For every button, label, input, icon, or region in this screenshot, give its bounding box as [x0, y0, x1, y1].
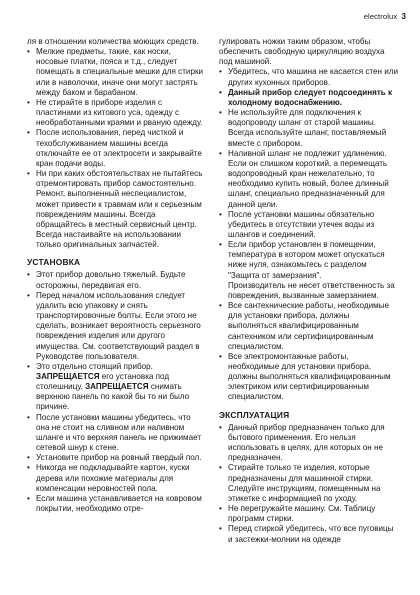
list-item: • Не стирайте в приборе изделия с пластинами из китового уса, одежду с необработанными краями и рваную одежду. — [27, 98, 205, 128]
right-list-a — [219, 37, 399, 403]
list-item: • Стирайте только те изделия, которые предназначены для машинной стирки. Следуйте инструкциям, помещенным на этикетке с информацией по уходу. — [219, 463, 399, 504]
left-column — [27, 37, 205, 514]
page-header — [364, 12, 406, 21]
list-item: • Данный прибор предназначен только для бытового применения. Его нельзя использовать в целях, для которых он не предназначен. — [219, 423, 399, 464]
list-item: ля в отношении количества моющих средств. — [27, 37, 199, 46]
list-item: • Убедитесь, что машина не касается стен или других кухонных приборов. — [219, 67, 399, 87]
list-item: Производитель не несет ответственность за повреждения, вызванные замерзанием. — [228, 280, 395, 300]
list-item: • Перед стиркой убедитесь, что все пуговицы и застежки-молнии на одежде — [219, 524, 399, 544]
list-item: • Если машина устанавливается на ковровом покрытии, необходимо отре- — [27, 494, 205, 514]
list-item: • Ни при каких обстоятельствах не пытайтесь отремонтировать прибор самостоятельно. Ремонт, выполненный неспециалистом, может привести к травмам или к серьезным повреждениям машины. Всегда обращайтесь в местный сервисный центр. Всегда настаивайте на использовании только оригинальных запчастей. — [27, 169, 205, 250]
left-list-b1 — [27, 270, 205, 361]
list-item: • Все сантехнические работы, необходимые для установки прибора, должны выполняться квалифицированным сантехником или сертифицированным специалистом. — [219, 301, 399, 352]
page-number: 3 — [401, 12, 406, 21]
list-item-standalone: • Это отдельно стоящий прибор. ЗАПРЕЩАЕТСЯ его установка под столешницу, ЗАПРЕЩАЕТСЯ снимать верхнюю панель по какой бы то ни было причине. — [27, 362, 205, 413]
list-item: • После установки машины обязательно убедитесь в отсутствии утечек воды из шлангов и соединений. — [219, 210, 399, 240]
list-item: гулировать ножки таким образом, чтобы обеспечить свободную циркуляцию воздуха под машиной. — [219, 37, 385, 67]
list-item: • Наливной шланг не подлежит удлинению. Если он слишком короткий, а перемещать водопроводный кран нежелательно, то необходимо купить новый, более длинный шланг, специально предназначенный для данной цели. — [219, 149, 399, 210]
left-list-standalone — [27, 362, 205, 413]
right-column — [219, 37, 399, 545]
list-item: • Если прибор установлен в помещении, температура в котором может опускаться ниже нуля, ознакомьтесь с разделом "Защита от замерзания". — [219, 240, 399, 281]
list-item: • Все электромонтажные работы, необходимые для установки прибора, должны выполняться квалифицированным электриком или сертифицированным специалистом. — [219, 352, 399, 403]
list-item: • Установите прибор на ровный твердый пол. — [27, 453, 205, 463]
list-item: • Не используйте для подключения к водопроводу шланг от старой машины. Всегда используйте шланг, поставляемый вместе с прибором. — [219, 108, 399, 149]
section-title-use: ЭКСПЛУАТАЦИЯ — [219, 409, 290, 420]
list-item: • Перед началом использования следует удалить всю упаковку и снять транспортировочные болты. Если этого не сделать, возникает вероятность серьезного повреждения изделия или другого имущества. См. соответствующий раздел в Руководстве пользователя. — [27, 291, 205, 362]
list-item: • После использования, перед чисткой и техобслуживанием машины всегда отключайте ее от электросети и закрывайте кран подачи воды. — [27, 128, 205, 169]
list-item: • После установки машины убедитесь, что она не стоит на сливном или наливном шланге и что верхняя панель не прижимает сетевой шнур к стене. — [27, 413, 205, 454]
section-title-install: УСТАНОВКА — [27, 257, 81, 268]
left-list-b2 — [27, 413, 205, 515]
list-item: • Этот прибор довольно тяжелый. Будьте осторожны, передвигая его. — [27, 270, 205, 290]
brand-name: electrolux — [363, 12, 398, 21]
list-item: • Мелкие предметы, такие, как носки, носовые платки, пояса и т.д., следует помещать в специальные мешки для стирки или в наволочки, иначе они могут застрять между баком и барабаном. — [27, 47, 205, 98]
right-list-b — [219, 423, 399, 545]
list-item: • Никогда не подкладывайте картон, куски дерева или похожие материалы для компенсации неровностей пола. — [27, 463, 205, 493]
list-item: • Данный прибор следует подсоединять к холодному водоснабжению. — [219, 88, 399, 108]
list-item: • Не перегружайте машину. См. Таблицу программ стирки. — [219, 504, 399, 524]
left-list-a — [27, 37, 205, 250]
